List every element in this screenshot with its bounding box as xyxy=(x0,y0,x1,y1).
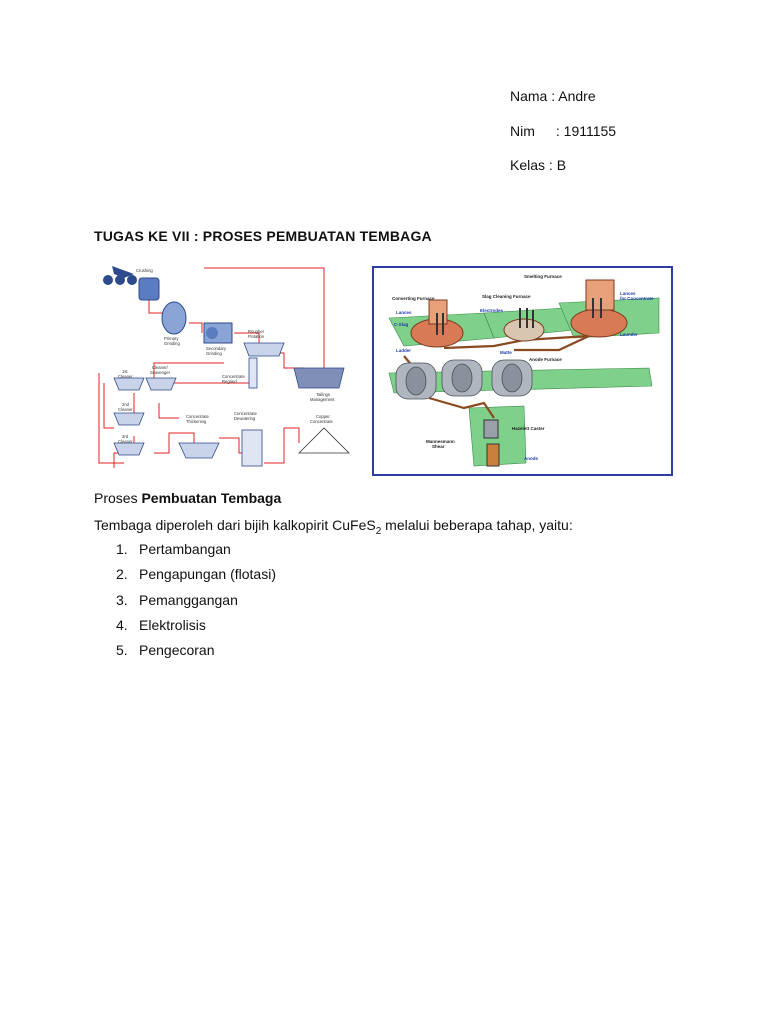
label-cleaner2b: Cleaner xyxy=(118,407,133,412)
label-lances-conc-b: for Concentrate xyxy=(620,296,654,301)
intro-subscript: 2 xyxy=(375,525,382,537)
step-number: 5. xyxy=(116,642,128,659)
name-value: Andre xyxy=(558,88,596,104)
intro-after: melalui beberapa tahap, yaitu: xyxy=(381,517,573,533)
subtitle-bold: Pembuatan Tembaga xyxy=(141,490,282,506)
label-launder: Launder xyxy=(620,332,638,337)
class-row xyxy=(510,157,566,173)
label-crushing: Crushing xyxy=(136,268,153,273)
label-lances-conc-a: Lances xyxy=(620,291,636,296)
label-grinding2: Grinding xyxy=(206,351,222,356)
steps-list xyxy=(116,541,276,667)
label-thick-a: Concentrate xyxy=(186,414,209,419)
step-text: Elektrolisis xyxy=(139,616,206,633)
step-text: Pemanggangan xyxy=(139,591,238,608)
label-converting: Converting Furnace xyxy=(392,296,435,301)
intro-paragraph xyxy=(94,517,573,537)
class-value: B xyxy=(556,157,567,173)
list-item xyxy=(116,592,276,617)
label-manne-b: Shear xyxy=(432,444,445,449)
name-separator: : xyxy=(551,88,556,104)
label-ladder: Ladder xyxy=(396,348,412,353)
step-number: 2. xyxy=(116,566,128,583)
label-regrind-a: Concentrate xyxy=(222,374,245,379)
list-item xyxy=(116,642,276,667)
label-smelting: Smelting Furnace xyxy=(524,274,562,279)
nim-separator: : xyxy=(555,123,560,139)
label-cslag: C-Slag xyxy=(394,322,409,327)
nim-row xyxy=(510,123,616,139)
nim-value: 1911155 xyxy=(563,123,617,139)
label-dewater-a: Concentrate xyxy=(234,411,257,416)
label-cleaner1b: Cleaner xyxy=(118,374,133,379)
flotation-cells-icon xyxy=(114,343,349,466)
name-row xyxy=(510,88,596,104)
label-lances: Lances xyxy=(396,310,412,315)
list-item xyxy=(116,566,276,591)
step-text: Pertambangan xyxy=(139,541,231,557)
step-text: Pengapungan (flotasi) xyxy=(139,566,276,583)
section-subtitle xyxy=(94,490,281,506)
label-manne-a: Mannesmann xyxy=(426,439,455,444)
class-separator: : xyxy=(548,157,553,173)
step-number: 4. xyxy=(116,616,128,633)
label-dewater-b: Dewatering xyxy=(234,416,256,421)
label-hazelett: Hazelett Caster xyxy=(512,426,545,431)
label-copper-b: Concentrate xyxy=(310,419,333,424)
name-label: Nama xyxy=(510,88,548,104)
label-tailings-a: Tailings xyxy=(316,392,330,397)
label-secondary: Secondary xyxy=(206,346,227,351)
label-cleaner2a: 2nd xyxy=(122,402,129,407)
flow-lines xyxy=(99,268,324,468)
smelting-plant-figure xyxy=(372,266,673,476)
label-slag: Slag Cleaning Furnace xyxy=(482,294,531,299)
assignment-title: TUGAS KE VII : PROSES PEMBUATAN TEMBAGA xyxy=(94,228,432,244)
step-number: 1. xyxy=(116,541,128,557)
label-regrind-b: Regrind xyxy=(222,379,237,384)
step-number: 3. xyxy=(116,591,128,608)
label-primary: Primary xyxy=(164,336,179,341)
label-copper-a: Copper xyxy=(316,414,330,419)
label-tailings-b: Management xyxy=(310,397,335,402)
intro-before: Tembaga diperoleh dari bijih kalkopirit CuFeS xyxy=(94,517,376,533)
list-item xyxy=(116,541,276,566)
step-text: Pengecoran xyxy=(139,642,215,659)
label-cleaner1a: 1st xyxy=(122,369,128,374)
class-label: Kelas xyxy=(510,157,546,173)
label-scav-b: Scavenger xyxy=(150,370,171,375)
subtitle-prefix: Proses xyxy=(94,490,138,506)
nim-label: Nim xyxy=(510,123,535,139)
label-thick-b: Thickening xyxy=(186,419,207,424)
list-item xyxy=(116,617,276,642)
label-matte: Matte xyxy=(500,350,512,355)
label-scav-a: Cleaner/ xyxy=(152,365,168,370)
label-cleaner3a: 3rd xyxy=(122,434,129,439)
label-rougher: Rougher xyxy=(248,329,265,334)
furnace-icons xyxy=(411,280,627,347)
label-flotation: Flotation xyxy=(248,334,265,339)
label-anode-furnace: Anode Furnace xyxy=(529,357,562,362)
label-grinding1: Grinding xyxy=(164,341,180,346)
label-electrodes: Electrodes xyxy=(480,308,504,313)
label-cleaner3b: Cleaner xyxy=(118,439,133,444)
flotation-flowsheet-figure xyxy=(94,258,356,474)
anode-furnace-drums xyxy=(396,360,532,399)
label-anode: Anode xyxy=(524,456,538,461)
